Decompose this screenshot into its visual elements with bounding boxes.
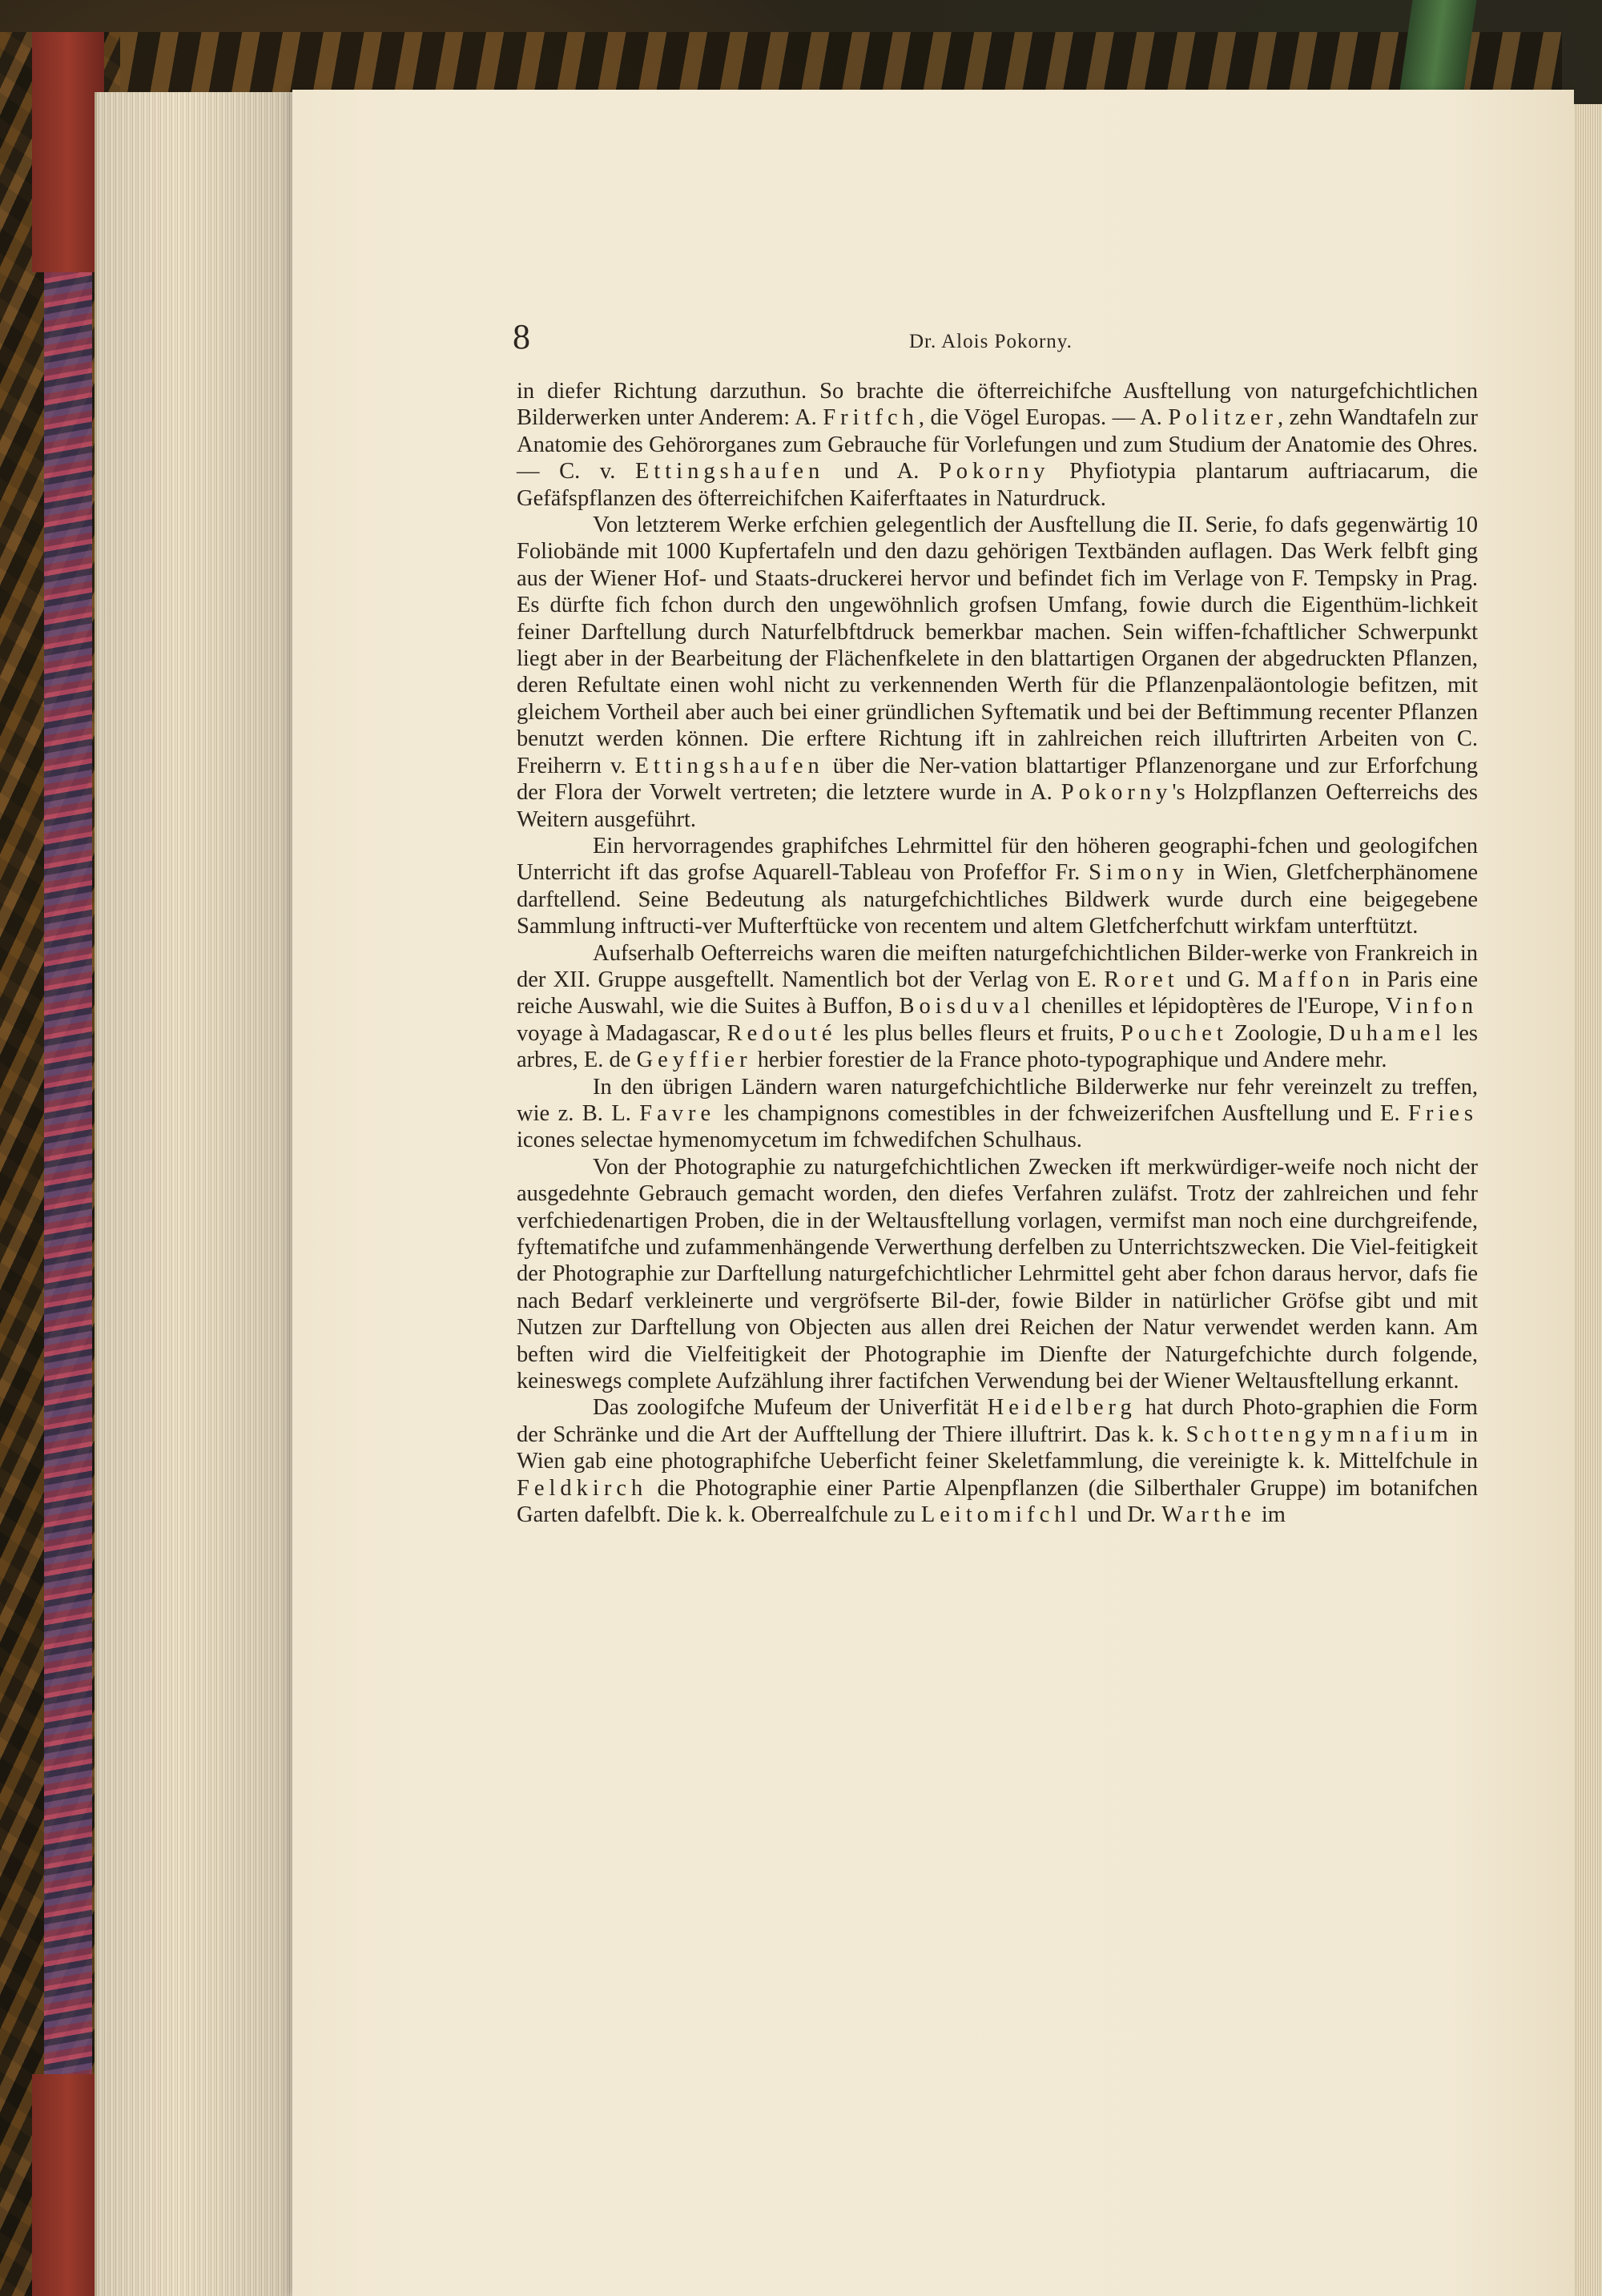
spaced-name: Vinfon (1385, 994, 1478, 1019)
paragraph (517, 378, 1478, 512)
spaced-name: Fritfch (823, 405, 919, 431)
text-run: Von letzterem Werke erfchien gelegentlich der Ausftellung die II. Serie, fo dafs gegenwärtig 10 Foliobände mit 1000 Kupfertafeln und den dazu gehörigen Textbänden auflagen. Das Werk felbft ging aus der Wiener Hof- und Staats-druckerei hervor und befindet fich im Verlage von F. Tempsky in Prag. Es dürfte fich fchon durch den ungewöhnlich grofsen Umfang, fowie durch die Eigenthüm-lichkeit feiner Darftellung durch Naturfelbftdruck bemerkbar machen. Sein wiffen-fchaftlicher Schwerpunkt liegt aber in der Bearbeitung der Flächenfkelete in den blattartigen Organen der abgedruckten Pflanzen, deren Refultate einen wohl nicht zu verkennenden Werth für die Pflanzenpaläontologie befitzen, mit gleichem Vortheil aber auch bei einer gründlichen Syftematik und bei der Beftimmung recenter Pflanzen benutzt werden können. Die erftere Richtung ift in zahlreichen reich illuftrirten Arbeiten von C. Freiherrn v. (517, 513, 1478, 778)
text-run: in diefer Richtung darzuthun. So brachte die öfterreichifche Ausftellung von naturgefchichtlichen Bilderwerken unter Anderem: A. (517, 379, 1478, 431)
text-run: Aufserhalb Oefterreichs waren die meiften naturgefchichtlichen Bilder-werke von Frankreich in der XII. Gruppe ausgeftellt. Namentlich bot der Verlag von E. (517, 940, 1478, 992)
marbled-cover-top (120, 32, 1562, 96)
text-run: in Paris eine reiche Auswahl, wie die Suites à Buffon, (517, 967, 1478, 1019)
text-run: und A. (824, 459, 939, 485)
spaced-name: Redouté (727, 1020, 837, 1046)
paragraph (517, 512, 1478, 833)
text-run: die Photographie einer Partie Alpenpflanzen (die Silberthaler Gruppe) im botanifchen Garten dafelbft. Die k. k. Oberrealfchule zu (517, 1475, 1478, 1528)
paragraph (517, 833, 1478, 940)
spaced-name: Maffon (1257, 967, 1354, 992)
spaced-name: Pokorny (938, 459, 1050, 485)
text-run: in Wien gab eine photographifche Ueberficht feiner Skeletfammlung, die vereinigte k. k. Mittelfchule in (517, 1421, 1479, 1474)
text-run: , die Vögel Europas. — A. (918, 405, 1169, 431)
spaced-name: Fries (1408, 1100, 1478, 1126)
text-run: chenilles et lépidoptères de l'Europe, (1035, 994, 1386, 1019)
spaced-name: Heidelberg (987, 1395, 1137, 1421)
spaced-name: Feldkirch (517, 1475, 648, 1501)
page-number: 8 (513, 317, 530, 356)
text-run: In den übrigen Ländern waren naturgefchichtliche Bilderwerke nur fehr vereinzelt zu treffen, wie z. B. L. (517, 1074, 1478, 1126)
cover-leather-corner (32, 32, 104, 272)
page-header (513, 316, 1482, 364)
text-run: 's Holzpflanzen Oefterreichs des Weitern ausgeführt. (517, 780, 1478, 832)
spaced-name: Duhamel (1328, 1020, 1447, 1046)
paragraph (517, 1154, 1478, 1395)
text-run: und G. (1178, 967, 1258, 992)
text-run: Zoologie, (1227, 1020, 1329, 1046)
spaced-name: Politzer (1168, 405, 1278, 431)
spaced-name: Pouchet (1121, 1020, 1228, 1046)
spaced-name: Geyffier (636, 1047, 752, 1073)
text-run: les arbres, E. de (517, 1020, 1478, 1073)
bookmark-ribbon (1399, 0, 1477, 96)
text-run: , zehn Wandtafeln zur Anatomie des Gehörorganes zum Gebrauche für Vorlefungen und zum Studium der Anatomie des Ohres. — C. v. (517, 405, 1479, 485)
text-run: Ein hervorragendes graphifches Lehrmittel für den höheren geographi-fchen und geologifchen Unterricht ift das grofse Aquarell-Tableau von Profeffor Fr. (517, 833, 1478, 886)
marbled-endpaper-edge (44, 272, 92, 2074)
text-run: in Wien, Gletfcherphänomene darftellend. Seine Bedeutung als naturgefchichtliches Bildwerk wurde durch eine beigegebene Sammlung inftructi-ver Mufterftücke von recentem und altem Gletfcherfchutt wirkfam unterftützt. (517, 860, 1478, 939)
paragraph (517, 1394, 1478, 1528)
text-run: les champignons comestibles in der fchweizerifchen Ausftellung und E. (715, 1100, 1408, 1126)
spaced-name: Simony (1089, 860, 1189, 886)
spaced-name: Warthe (1161, 1502, 1256, 1528)
cover-leather-corner-bottom (32, 2074, 104, 2296)
spaced-name: Ettingshaufen (634, 753, 824, 778)
paragraph (517, 940, 1478, 1074)
spaced-name: Pokorny (1061, 780, 1173, 806)
text-run: Das zoologifche Mufeum der Univerfität (593, 1395, 988, 1421)
spaced-name: Favre (639, 1100, 716, 1126)
spaced-name: Leitomifchl (920, 1502, 1082, 1528)
text-run: im (1255, 1502, 1286, 1528)
paragraph (517, 1074, 1478, 1154)
page-fore-edges (95, 92, 297, 2296)
text-run: und Dr. (1081, 1502, 1162, 1528)
text-run: herbier forestier de la France photo-typographique und Andere mehr. (751, 1047, 1387, 1073)
spaced-name: Ettingshaufen (634, 459, 825, 485)
text-run: les plus belles fleurs et fruits, (836, 1020, 1121, 1046)
text-run: icones selectae hymenomycetum im fchwedifchen Schulhaus. (517, 1128, 1082, 1153)
text-run: über die Ner-vation blattartiger Pflanzenorgane und zur Erforfchung der Flora der Vorwelt vertreten; die letztere wurde in A. (517, 753, 1478, 806)
right-page-edges (1572, 104, 1602, 2296)
text-run: hat durch Photo-graphien die Form der Schränke und die Art der Aufftellung der Thiere illuftrirt. Das k. k. (517, 1395, 1478, 1447)
text-run: voyage à Madagascar, (517, 1020, 727, 1046)
body-text (517, 378, 1478, 1528)
spaced-name: Roret (1104, 967, 1179, 992)
running-head: Dr. Alois Pokorny. (909, 331, 1073, 352)
text-run: Phyfiotypia plantarum auftriacarum, die Gefäfspflanzen des öfterreichifchen Kaiferftaates in Naturdruck. (517, 459, 1478, 511)
spaced-name: Schottengymnafium (1185, 1421, 1453, 1447)
spaced-name: Boisduval (899, 994, 1036, 1019)
text-run: Von der Photographie zu naturgefchichtlichen Zwecken ift merkwürdiger-weife noch nicht der ausgedehnte Gebrauch gemacht worden, den diefes Verfahren zuläfst. Trotz der zahlreichen und fehr verfchiedenartigen Proben, die in der Weltausftellung vorlagen, vermifst man noch eine durchgreifende, fyftematifche und zufammenhängende Verwerthung derfelben zu Unterrichtszwecken. Die Viel-feitigkeit der Photographie zur Darftellung naturgefchichtlicher Lehrmittel geht aber fchon daraus hervor, dafs fie nach Bedarf verkleinerte und vergröfserte Bil-der, fowie Bilder in natürlicher Gröfse gibt und mit Nutzen zur Darftellung von Objecten aus allen drei Reichen der Natur verwendet werden kann. Am beften wird die Vielfeitigkeit der Photographie im Dienfte der Naturgefchichte durch folgende, keineswegs complete Aufzählung ihrer factifchen Verwendung bei der Wiener Weltausftellung erkannt. (517, 1154, 1478, 1394)
